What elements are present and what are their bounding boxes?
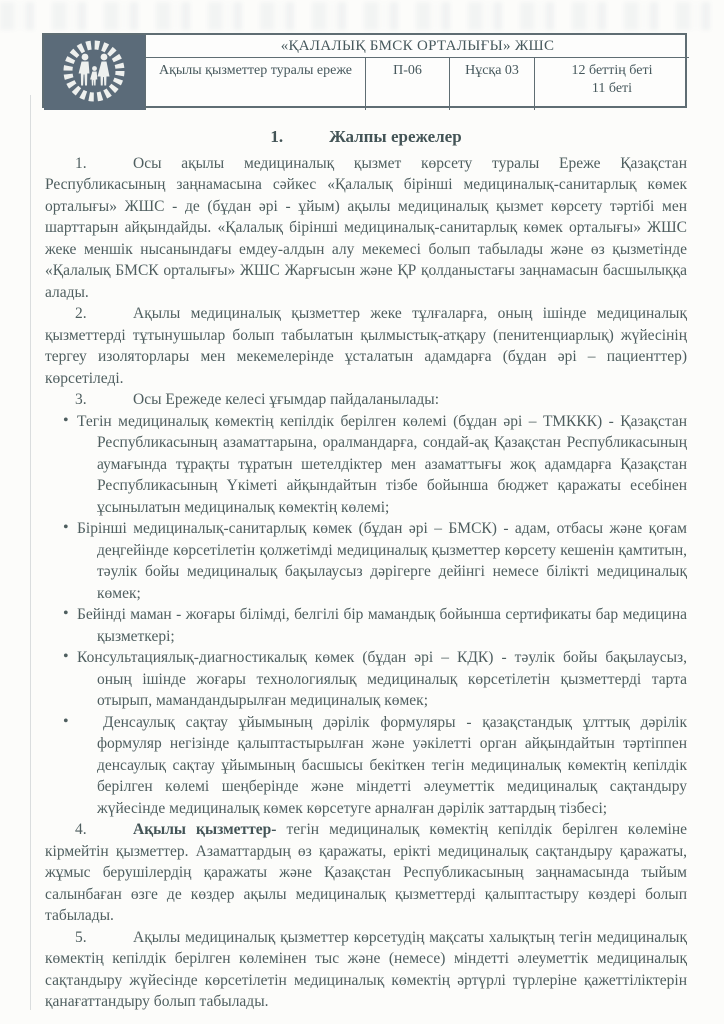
scan-bleed-artifact [0,2,724,30]
section-heading [45,126,687,148]
paragraph-5 [45,927,687,1013]
pages-line2: 11 беті [591,81,633,96]
doc-version-cell: Нұсқа 03 [449,57,534,110]
paragraph-4-bold-term: Ақылы қызметтер- [133,821,277,838]
paragraph-1 [45,153,687,304]
bullet-dot-icon: • [63,605,69,622]
paragraph-4-number: 4. [75,821,87,838]
paragraph-1-number: 1. [75,154,87,172]
bullet-text: Тегін медициналық көмектің кепілдік берілген көлемі (бұдан әрі – ТМККК) - Қазақстан Республикасының азаматтарына, оралмандарға, сондай-ақ Қазақстан Республикасының аумағында тұрақты тұратын шетелдіктер мен азаматтығы жоқ адамдарға Қазақстан Республикасының Үкіметі айқындайтын тізбе бойынша бюджет қаражаты есебінен ұсынылатын медициналық көмектің көлемі; [77,412,687,516]
section-number: 1. [270,127,284,146]
document-header-table [42,33,687,108]
bullet-text: Денсаулық сақтау ұйымының дәрілік формуляры - қазақстандық ұлттық дәрілік формуляр негізінде қалыптастырылған және уәкілетті орган айқындайтын тәртіппен денсаулық сақтау ұйымының басшысы бекіткен тегін медициналық көмектің кепілдік берілген көлемі шеңберінде және міндетті әлеуметтік медициналық сақтандыру жүйесінде медициналық көмек көрсетуге арналған дәрілік заттардың тізбесі; [97,713,687,817]
paragraph-2-number: 2. [75,305,87,322]
org-name: «ҚАЛАЛЫҚ БМСК ОРТАЛЫҒЫ» ЖШС [145,35,689,57]
doc-title-cell: Ақылы қызметтер туралы ереже [145,57,365,110]
pages-line1: 12 беттің беті [571,63,653,78]
paragraph-3 [45,389,687,411]
definition-bullet-tmkkk [45,411,687,519]
bullet-text: Бейінді маман - жоғары білімді, белгілі бір мамандық бойынша сертификаты бар медицина қызметкері; [77,606,687,645]
paragraph-5-text: Ақылы медициналық қызметтер көрсетудің мақсаты халықтың тегін медициналық көмектің кепілдік берілген көлемінен тыс және (немесе) міндетті әлеуметтік медициналық сақтандыру жүйесінде көрсетілетін медициналық көмектің әртүрлі түрлеріне қажеттіліктерін қанағаттандыру болып табылады. [45,928,687,1010]
definition-bullet-formulary [45,712,687,820]
paragraph-2 [45,303,687,389]
bullet-dot-icon: • [63,648,69,665]
paragraph-3-number: 3. [75,391,87,408]
doc-code-cell: П-06 [365,57,449,110]
section-title: Жалпы ережелер [329,127,462,146]
scan-edge-line [30,95,31,1010]
paragraph-4 [45,819,687,927]
bullet-dot-icon: • [63,519,69,536]
definition-bullet-specialist [45,604,687,647]
paragraph-5-number: 5. [75,928,87,946]
paragraph-1-text: Осы ақылы медициналық қызмет көрсету туралы Ереже Қазақстан Республикасының заңнамасына сәйкес «Қалалық бірінші медициналық-санитарлық көмек орталығы» ЖШС - де (бұдан әрі - ұйым) ақылы медициналық қызмет көрсету тәртібі мен шарттарын айқындайды. «Қалалық бірінші медициналық-санитарлық көмек орталығы» ЖШС жеке меншік нысанындағы емдеу-алдын алу мекемесі болып табылады және өз қызметінде «Қалалық БМСК орталығы» ЖШС Жарғысын және ҚР қолданыстағы заңнамасын басшылыққа алады. [45,154,687,301]
family-ring-logo-icon [44,35,145,107]
document-body [45,126,687,1013]
bullet-text: Консультациялық-диагностикалық көмек (бұдан әрі – КДК) - тәулік бойы бақылаусыз, оның ішінде жоғары технологиялық медициналық көрсетілетін қызметтерді тарта отырып, мамандандырылған медициналық көмек; [77,649,687,709]
doc-pages-cell [534,57,689,110]
definition-bullet-bmsk [45,518,687,604]
bullet-dot-icon: • [63,712,69,730]
paragraph-3-text: Осы Ережеде келесі ұғымдар пайдаланылады: [133,391,440,408]
bullet-text: Бірінші медициналық-санитарлық көмек (бұдан әрі – БМСК) - адам, отбасы және қоғам деңгейінде көрсетілетін қолжетімді медициналық қызметтер көрсету кешенін қамтитын, тәулік бойы медициналық бақылаусыз дәрігерге дейінгі немесе білікті медициналық көмек; [77,520,687,602]
paragraph-2-text: Ақылы медициналық қызметтер жеке тұлғаларға, оның ішінде медициналық қызметтерді тұтынушылар болып табылатын қылмыстық-атқару (пенитенциарлық) жүйесінің тергеу изоляторлары мен мекемелерінде ұсталатын адамдарға (бұдан әрі – пациенттер) көрсетіледі. [45,305,687,387]
paragraph-4-text: тегін медициналық көмектің кепілдік берілген көлеміне кірмейтін қызметтер. Азаматтардың өз қаражаты, ерікті медициналық сақтандыру қаражаты, жұмыс берушілердің қаражаты және Қазақстан Республикасының заңнамасында тыйым салынбаған өзге де көздер ақылы медициналық қызметтерді қалыптастыру көздері болып табылады. [45,821,687,924]
bullet-dot-icon: • [63,411,69,429]
definition-bullet-kdk [45,647,687,712]
org-logo [44,35,145,110]
